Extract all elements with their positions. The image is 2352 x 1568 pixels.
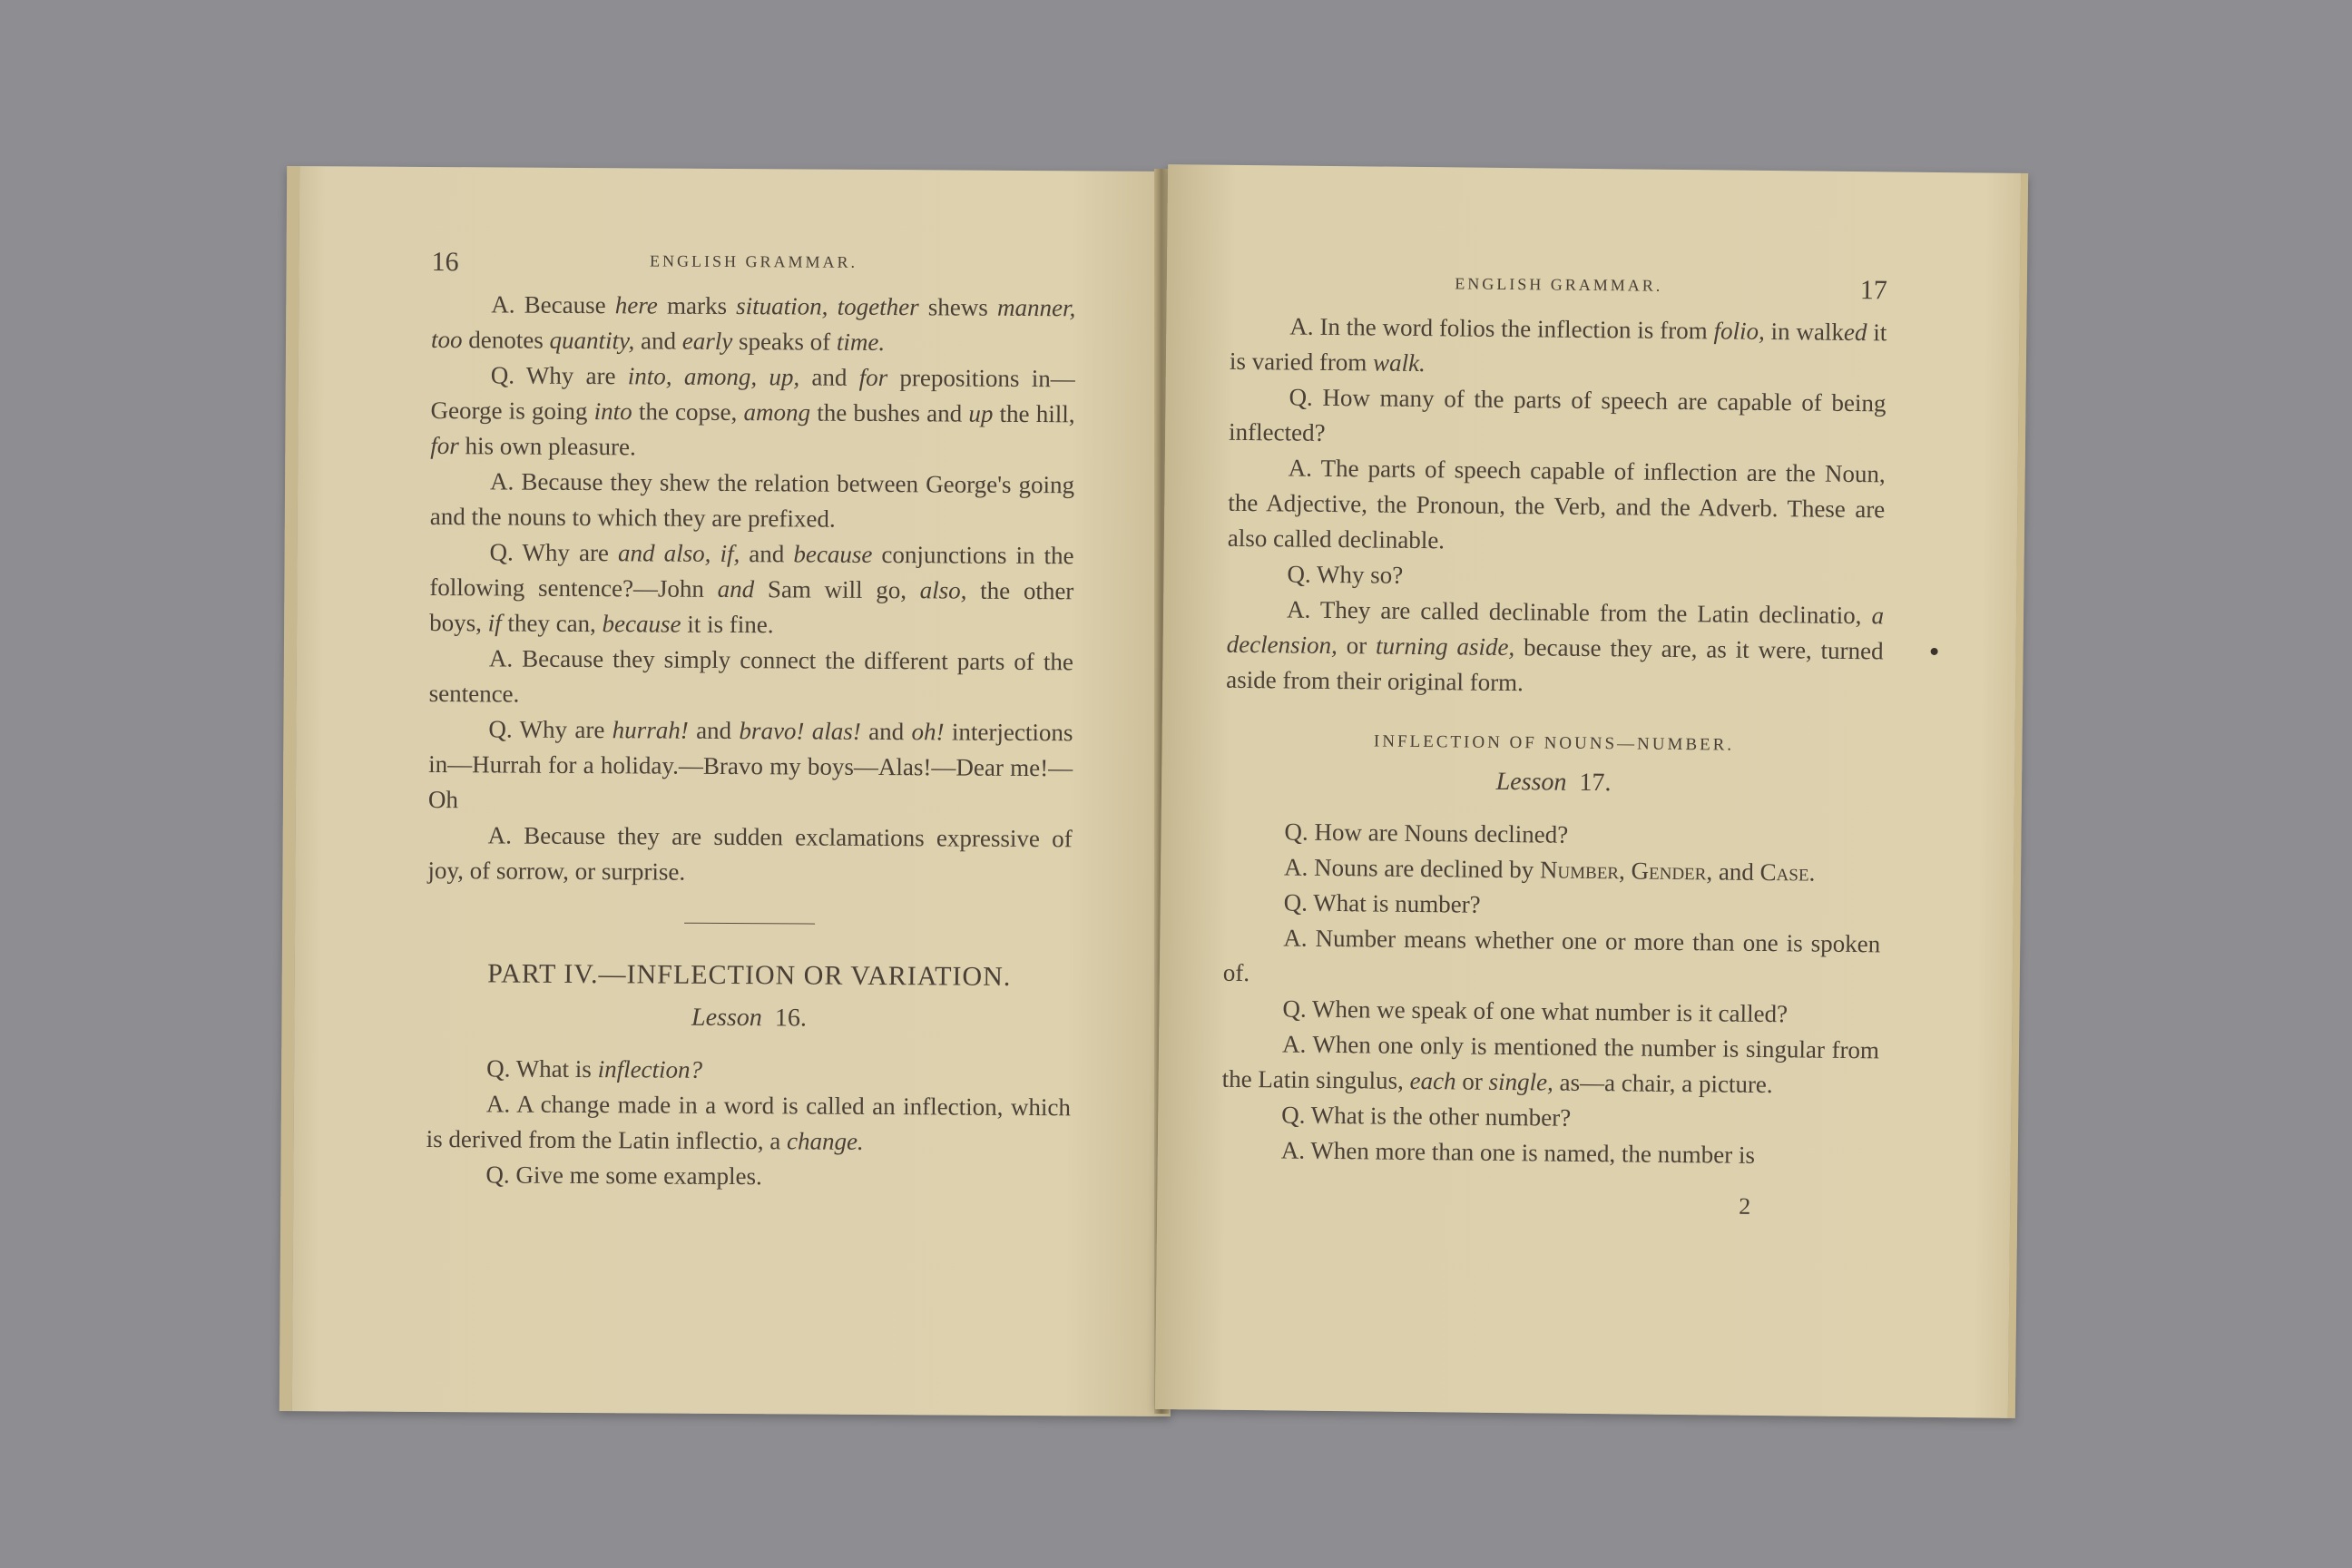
paragraph: Q. Why are into, among, up, and for prepositions in—George is going into the copse, among the bushes and up the hill, for his own pleasure. [430, 361, 1075, 461]
paragraph: A. Nouns are declined by Number, Gender, and Case. [1283, 853, 1816, 887]
right-page-content [1220, 272, 1887, 1222]
paragraph: Q. Give me some examples. [485, 1161, 762, 1191]
paragraph: A. Because they simply connect the different parts of the sentence. [428, 644, 1073, 708]
running-head-right [1230, 272, 1887, 316]
paragraph: Q. When we speak of one what number is it called? [1282, 995, 1788, 1028]
paragraph: Q. Why are hurrah! and bravo! alas! and oh! interjections in—Hurrah for a holiday.—Bravo my boys—Alas!—Dear me!—Oh [427, 715, 1073, 814]
paragraph: Q. What is the other number? [1281, 1101, 1572, 1132]
ink-spot [1931, 648, 1938, 655]
paragraph: A. They are called declinable from the Latin declinatio, a declension, or turning aside, because they are, as it were, turned aside from their original form. [1226, 595, 1885, 697]
part-title: PART IV.—INFLECTION OR VARIATION. [487, 958, 1012, 992]
lesson-heading: Lesson 17. [1495, 767, 1612, 798]
left-page-content [426, 246, 1076, 1196]
section-rule [684, 923, 815, 925]
page-number-left: 16 [431, 246, 459, 278]
paragraph: A. When more than one is named, the number is [1280, 1136, 1756, 1169]
paragraph: A. Because they are sudden exclamations expressive of joy, of sorrow, or surprise. [427, 821, 1073, 886]
paragraph: Q. Why are and also, if, and because conjunctions in the following sentence?—John and Sam will go, also, the other boys, if they can, because it is fine. [429, 538, 1074, 639]
paragraph: A. The parts of speech capable of inflection are the Noun, the Adjective, the Pronoun, the Verb, and the Adverb. These are also called declinable. [1227, 454, 1886, 554]
paragraph: Q. What is inflection? [486, 1054, 703, 1083]
running-head-text: ENGLISH GRAMMAR. [649, 251, 858, 271]
paragraph: A. A change made in a word is called an inflection, which is derived from the Latin inflectio, a change. [426, 1090, 1071, 1155]
open-book [283, 169, 2014, 1414]
paragraph: Q. Why so? [1287, 560, 1404, 589]
section-title: INFLECTION OF NOUNS—NUMBER. [1373, 731, 1735, 755]
paragraph: A. Because here marks situation, together shews manner, too denotes quantity, and early speaks of time. [430, 290, 1076, 357]
page-number-right: 17 [1859, 275, 1887, 306]
paragraph: Q. What is number? [1283, 888, 1481, 918]
paragraph: A. Number means whether one or more than one is spoken of. [1222, 924, 1881, 987]
paragraph: Q. How many of the parts of speech are capable of being inflected? [1228, 383, 1886, 446]
paragraph: Q. How are Nouns declined? [1284, 818, 1569, 848]
right-page [1155, 164, 2028, 1418]
running-head-text: ENGLISH GRAMMAR. [1455, 274, 1663, 295]
left-page [279, 166, 1178, 1416]
signature-mark: 2 [1739, 1192, 1751, 1220]
running-head-left [431, 246, 1075, 290]
lesson-heading: Lesson 16. [691, 1003, 807, 1033]
paragraph: A. In the word folios the inflection is from folio, in walked it is varied from walk. [1229, 312, 1887, 377]
paragraph: A. When one only is mentioned the number is singular from the Latin singulus, each or single, as—a chair, a picture. [1221, 1030, 1880, 1099]
paragraph: A. Because they shew the relation between George's going and the nouns to which they are prefixed. [429, 467, 1075, 533]
